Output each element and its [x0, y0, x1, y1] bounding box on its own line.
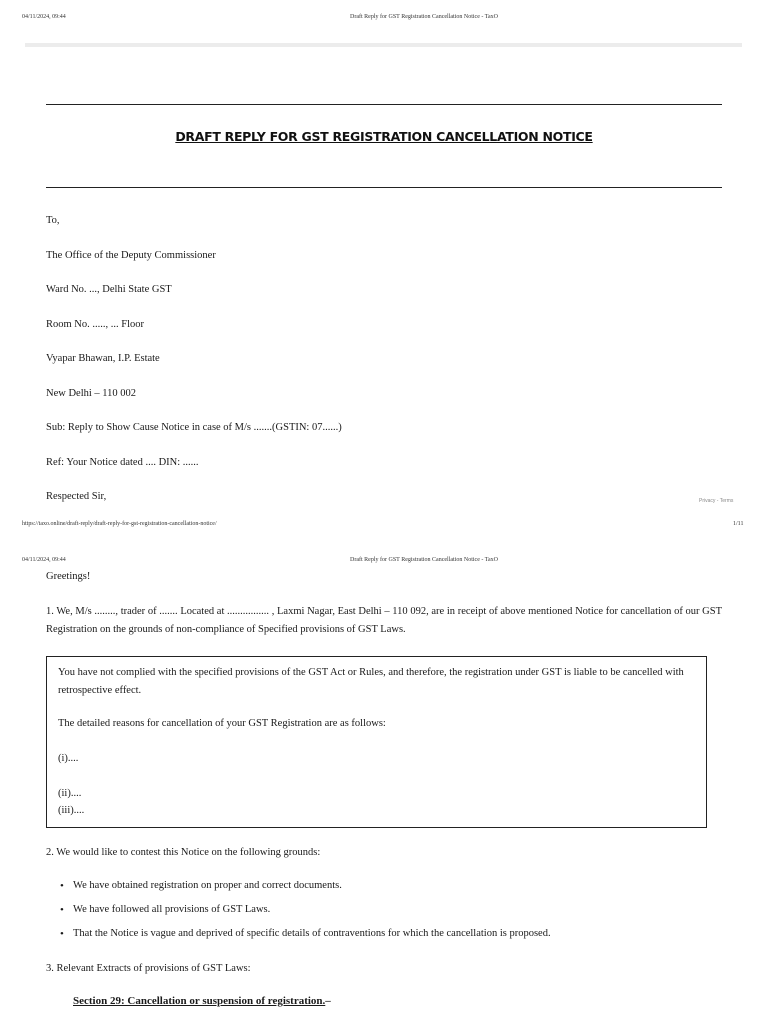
reference-line: Ref: Your Notice dated .... DIN: ...... [46, 457, 199, 468]
document-title: DRAFT REPLY FOR GST REGISTRATION CANCELLATION NOTICE [175, 129, 593, 144]
section-29-heading [73, 995, 331, 1007]
address-line-city: New Delhi – 110 002 [46, 388, 137, 399]
notice-box-item-1: (i).... [58, 753, 79, 764]
notice-extract-box [46, 656, 707, 828]
print-footer-page: 1/11 [733, 521, 744, 527]
title-rule-top [46, 104, 722, 105]
notice-box-item-2: (ii).... [58, 788, 82, 799]
address-line-room: Room No. ....., ... Floor [46, 319, 145, 330]
site-header-bar [25, 43, 742, 47]
print-header-datetime-2: 04/11/2024, 09:44 [22, 557, 66, 563]
section-heading-text: Section 29: Cancellation or suspension of registration. [73, 995, 326, 1007]
list-item: • We have followed all provisions of GST Laws. [60, 903, 551, 927]
list-item: • That the Notice is vague and deprived of specific details of contraventions for which the cancellation is proposed. [60, 927, 551, 951]
section-heading-dash: – [325, 995, 331, 1007]
paragraph-2: 2. We would like to contest this Notice on the following grounds: [46, 847, 321, 858]
grounds-list [60, 879, 551, 951]
address-line-ward: Ward No. ..., Delhi State GST [46, 284, 172, 295]
list-item: • We have obtained registration on proper and correct documents. [60, 879, 551, 903]
paragraph-1: 1. We, M/s ........, trader of ....... Located at ................ , Laxmi Nagar, East Delhi – 110 092, are in receipt of above mentioned Notice for cancellation of our GST Registration on the grounds of non-compliance of Specified provisions of GST Laws. [46, 606, 722, 635]
print-header-title: Draft Reply for GST Registration Cancellation Notice - TaxO [350, 14, 498, 20]
print-header-title-2: Draft Reply for GST Registration Cancellation Notice - TaxO [350, 557, 498, 563]
paragraph-3: 3. Relevant Extracts of provisions of GST Laws: [46, 963, 251, 974]
notice-box-item-3: (iii).... [58, 805, 85, 816]
recaptcha-privacy-link[interactable]: Privacy - Terms [699, 498, 734, 504]
greeting: Greetings! [46, 571, 91, 582]
print-header-datetime: 04/11/2024, 09:44 [22, 14, 66, 20]
subject-line: Sub: Reply to Show Cause Notice in case of M/s .......(GSTIN: 07......) [46, 422, 342, 433]
notice-box-reasons-intro: The detailed reasons for cancellation of your GST Registration are as follows: [58, 718, 386, 729]
notice-box-paragraph: You have not complied with the specified provisions of the GST Act or Rules, and therefore, the registration under GST is liable to be cancelled with retrospective effect. [58, 667, 684, 696]
salutation: Respected Sir, [46, 491, 107, 502]
title-rule-bottom [46, 187, 722, 188]
address-line-to: To, [46, 215, 60, 226]
address-line-office: The Office of the Deputy Commissioner [46, 250, 216, 261]
print-footer-url: https://taxo.online/draft-reply/draft-reply-for-gst-registration-cancellation-notice/ [22, 521, 217, 527]
address-line-bhawan: Vyapar Bhawan, I.P. Estate [46, 353, 160, 364]
